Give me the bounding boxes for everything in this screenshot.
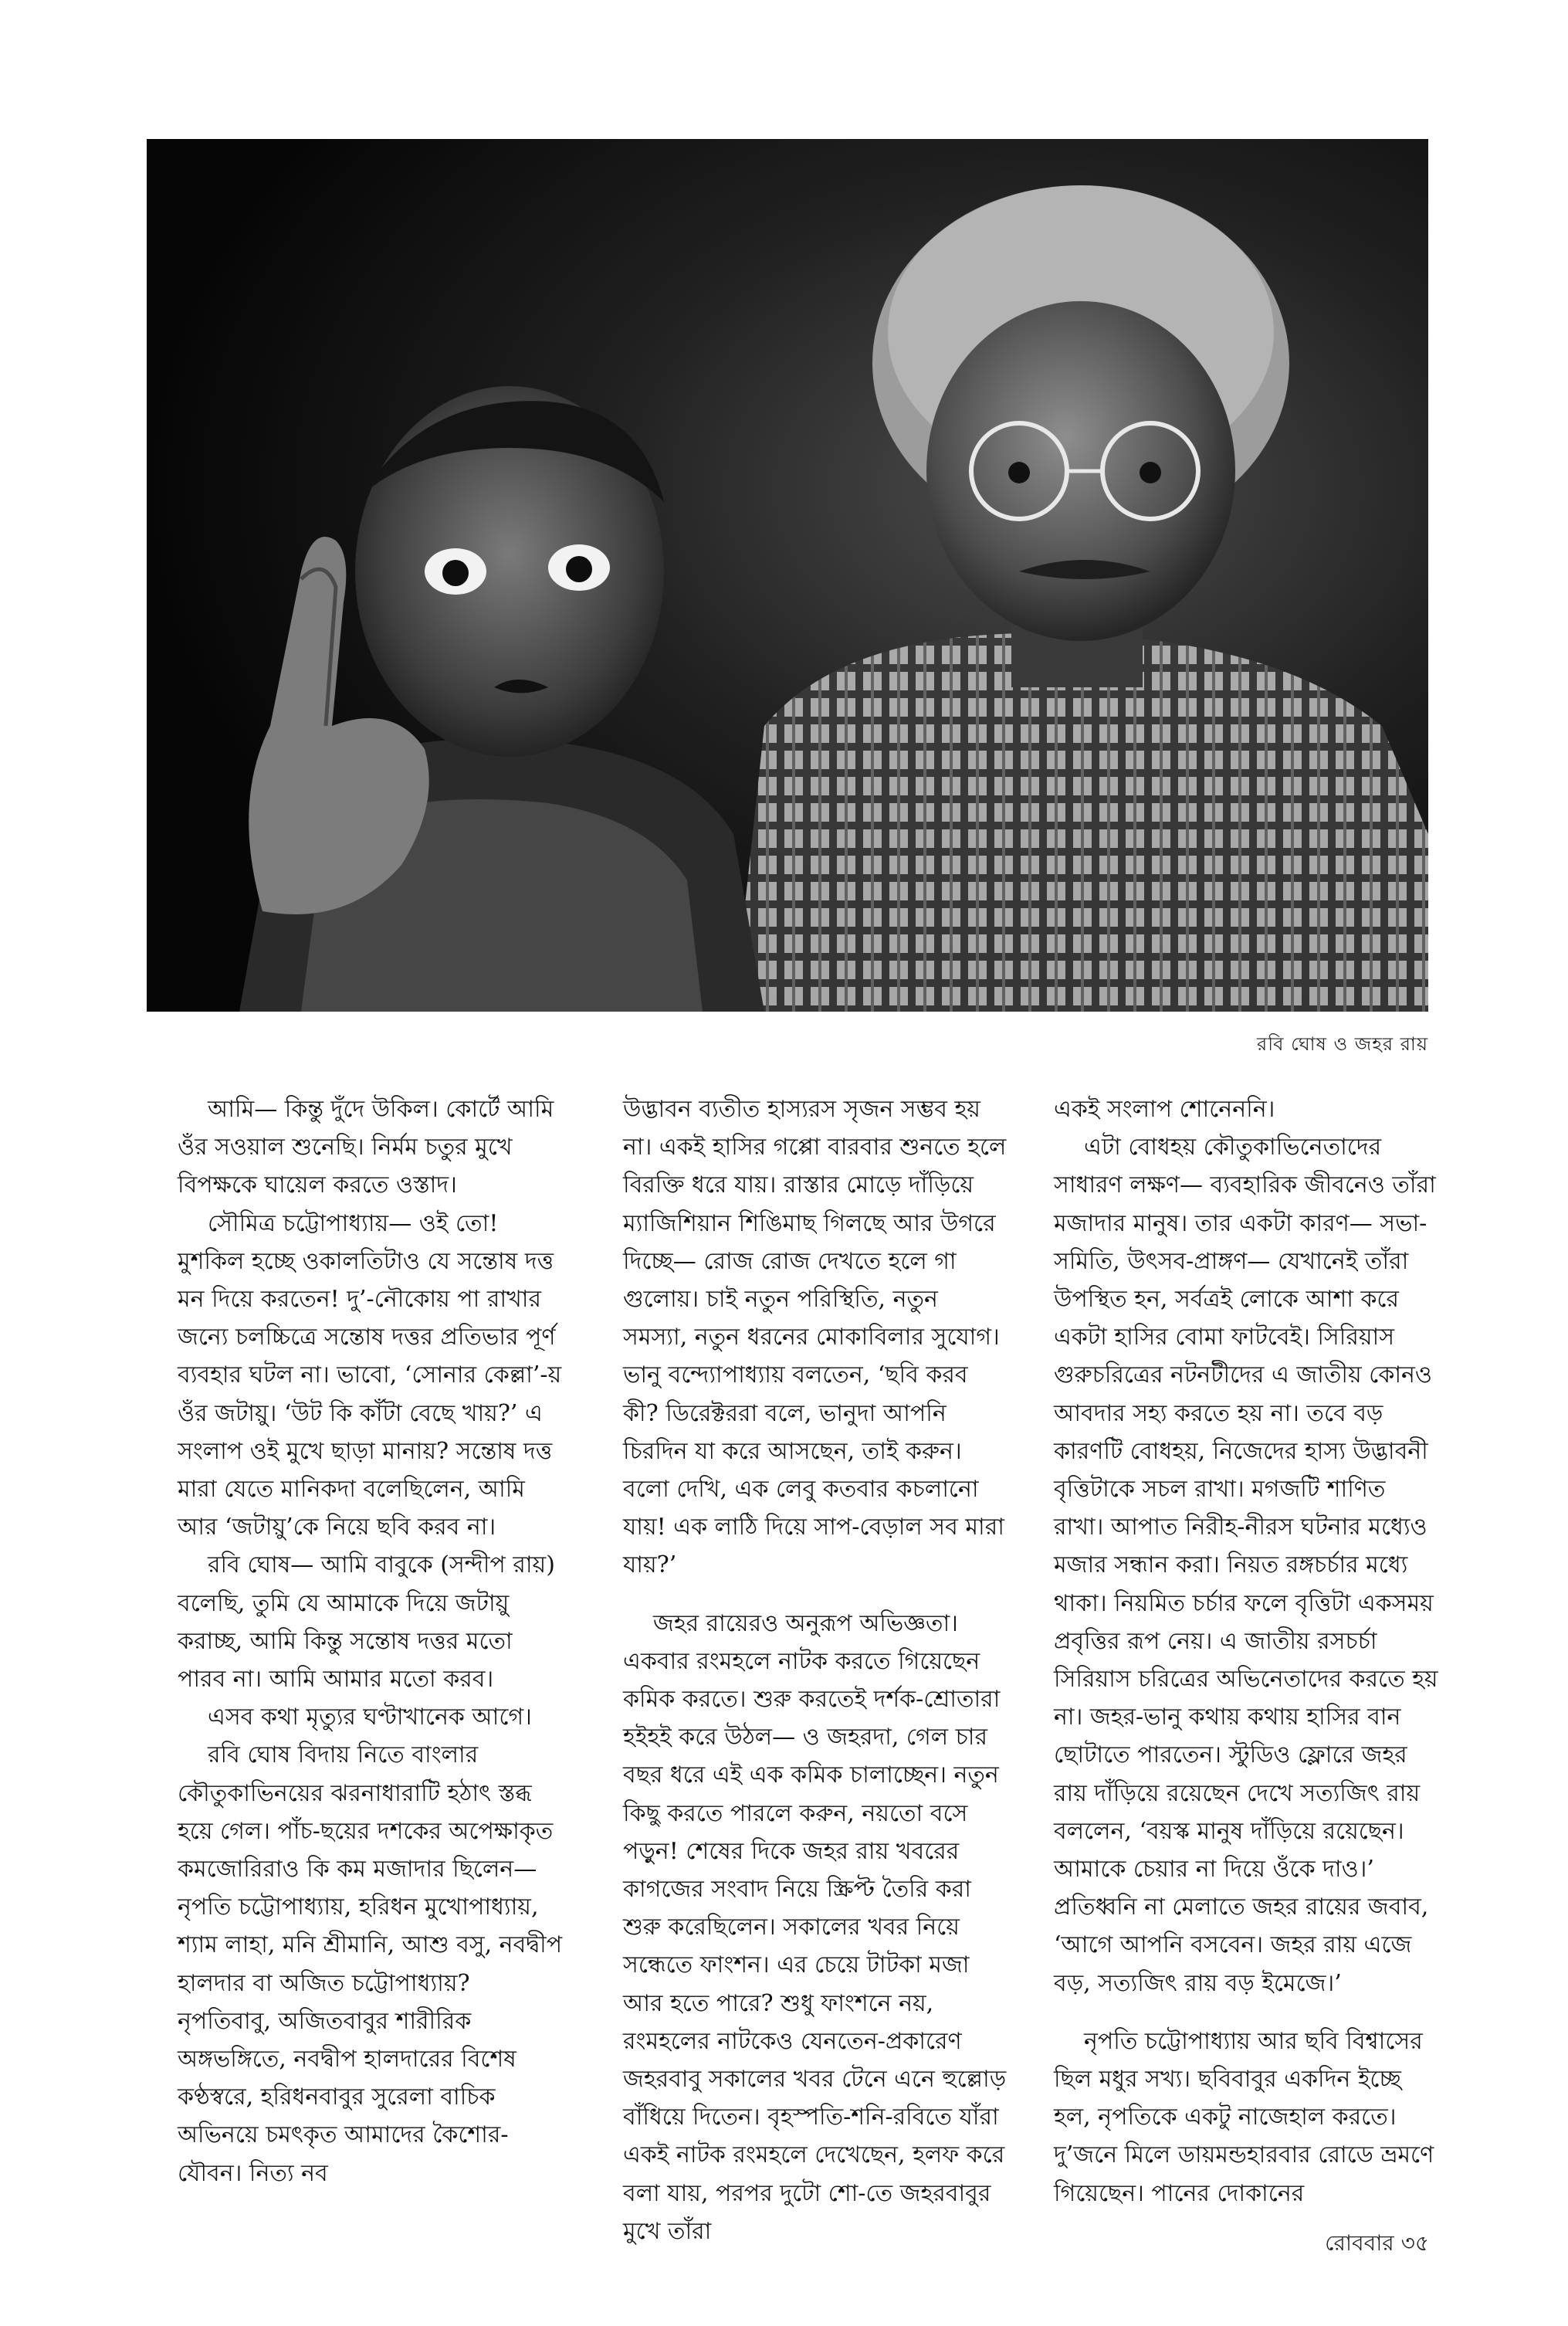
article-column-1 <box>178 1090 564 2202</box>
article-column-2 <box>623 1090 1009 2245</box>
film-still-illustration <box>147 139 1428 1012</box>
paragraph: জহর রায়েরও অনুরূপ অভিজ্ঞতা। একবার রংমহলে নাটক করতে গিয়েছেন কমিক করতে। শুরু করতেই দর্শক-শ্রোতারা হইহই করে উঠল— ও জহরদা, গেল চার বছর ধরে এই এক কমিক চালাচ্ছেন। নতুন কিছু করতে পারলে করুন, নয়তো বসে পড়ুন! শেষের দিকে জহর রায় খবরের কাগজের সংবাদ নিয়ে স্ক্রিপ্ট তৈরি করা শুরু করেছিলেন। সকালের খবর নিয়ে সন্ধেতে ফাংশন। এর চেয়ে টাটকা মজা আর হতে পারে? শুধু ফাংশনে নয়, রংমহলের নাটকেও যেনতেন-প্রকারেণ জহরবাবু সকালের খবর টেনে এনে হুল্লোড় বাঁধিয়ে দিতেন। বৃহস্পতি-শনি-রবিতে যাঁরা একই নাটক রংমহলে দেখেছেন, হলফ করে বলা যায়, পরপর দুটো শো-তে জহরবাবুর মুখে তাঁরা <box>623 1609 1007 2245</box>
photo-caption: রবি ঘোষ ও জহর রায় <box>1257 1033 1428 1055</box>
paragraph: একই সংলাপ শোনেননি। <box>1054 1096 1275 1123</box>
paragraph: নৃপতি চট্টোপাধ্যায় আর ছবি বিশ্বাসের ছিল মধুর সখ্য। ছবিবাবুর একদিন ইচ্ছে হল, নৃপতিকে একটু নাজেহাল করতে। দু’জনে মিলে ডায়মন্ডহারবার রোডে ভ্রমণে গিয়েছেন। পানের দোকানের <box>1054 2027 1434 2207</box>
paragraph: এটা বোধহয় কৌতুকাভিনেতাদের সাধারণ লক্ষণ— ব্যবহারিক জীবনেও তাঁরা মজাদার মানুষ। তার একটা কারণ— সভা-সমিতি, উৎসব-প্রাঙ্গণ— যেখানেই তাঁরা উপস্থিত হন, সর্বত্রই লোকে আশা করে একটা হাসির বোমা ফাটবেই। সিরিয়াস গুরুচরিত্রের নটনটীদের এ জাতীয় কোনও আবদার সহ্য করতে হয় না। তবে বড় কারণটি বোধহয়, নিজেদের হাস্য উদ্ভাবনী বৃত্তিটাকে সচল রাখা। মগজটি শাণিত রাখা। আপাত নিরীহ-নীরস ঘটনার মধ্যেও মজার সন্ধান করা। নিয়ত রঙ্গচর্চার মধ্যে থাকা। নিয়মিত চর্চার ফলে বৃত্তিটা একসময় প্রবৃত্তির রূপ নেয়। এ জাতীয় রসচর্চা সিরিয়াস চরিত্রের অভিনেতাদের করতে হয় না। জহর-ভানু কথায় কথায় হাসির বান ছোটাতে পারতেন। স্টুডিও ফ্লোরে জহর রায় দাঁড়িয়ে রয়েছেন দেখে সত্যজিৎ রায় বললেন, ‘বয়স্ক মানুষ দাঁড়িয়ে রয়েছেন। আমাকে চেয়ার না দিয়ে ওঁকে দাও।’ প্রতিধ্বনি না মেলাতে জহর রায়ের জবাব, ‘আগে আপনি বসবেন। জহর রায় এজে বড়, সত্যজিৎ রায় বড় ইমেজে।’ <box>1054 1134 1438 1997</box>
paragraph: আমি— কিন্তু দুঁদে উকিল। কোর্টে আমি ওঁর সওয়াল শুনেছি। নির্মম চতুর মুখে বিপক্ষকে ঘায়েল করতে ওস্তাদ। <box>178 1096 554 1199</box>
paragraph: রবি ঘোষ বিদায় নিতে বাংলার কৌতুকাভিনয়ের ঝরনাধারাটি হঠাৎ স্তব্ধ হয়ে গেল। পাঁচ-ছয়ের দশকের অপেক্ষাকৃত কমজোরিরাও কি কম মজাদার ছিলেন— নৃপতি চট্টোপাধ্যায়, হরিধন মুখোপাধ্যায়, শ্যাম লাহা, মনি শ্রীমানি, আশু বসু, নবদ্বীপ হালদার বা অজিত চট্টোপাধ্যায়? নৃপতিবাবু, অজিতবাবুর শারীরিক অঙ্গভঙ্গিতে, নবদ্বীপ হালদারের বিশেষ কণ্ঠস্বরে, হরিধনবাবুর সুরেলা বাচিক অভিনয়ে চমৎকৃত আমাদের কৈশোর-যৌবন। নিত্য নব <box>178 1741 563 2187</box>
paragraph: উদ্ভাবন ব্যতীত হাস্যরস সৃজন সম্ভব হয় না। একই হাসির গপ্পো বারবার শুনতে হলে বিরক্তি ধরে যায়। রাস্তার মোড়ে দাঁড়িয়ে ম্যাজিশিয়ান শিঙিমাছ গিলছে আর উগরে দিচ্ছে— রোজ রোজ দেখতে হলে গা গুলোয়। চাই নতুন পরিস্থিতি, নতুন সমস্যা, নতুন ধরনের মোকাবিলার সুযোগ। ভানু বন্দ্যোপাধ্যায় বলতেন, ‘ছবি করব কী? ডিরেক্টররা বলে, ভানুদা আপনি চিরদিন যা করে আসছেন, তাই করুন। বলো দেখি, এক লেবু কতবার কচলানো যায়! এক লাঠি দিয়ে সাপ-বেড়াল সব মারা যায়?’ <box>623 1096 1007 1579</box>
paragraph: রবি ঘোষ— আমি বাবুকে (সন্দীপ রায়) বলেছি, তুমি যে আমাকে দিয়ে জটায়ু করাচ্ছ, আমি কিন্তু সন্তোষ দত্তর মতো পারব না। আমি আমার মতো করব। <box>178 1551 555 1694</box>
paragraph: সৌমিত্র চট্টোপাধ্যায়— ওই তো! মুশকিল হচ্ছে ওকালতিটাও যে সন্তোষ দত্ত মন দিয়ে করতেন! দু’-নৌকোয় পা রাখার জন্যে চলচ্চিত্রে সন্তোষ দত্তর প্রতিভার পূর্ণ ব্যবহার ঘটল না। ভাবো, ‘সোনার কেল্লা’-য় ওঁর জটায়ু। ‘উট কি কাঁটা বেছে খায়?’ এ সংলাপ ওই মুখে ছাড়া মানায়? সন্তোষ দত্ত মারা যেতে মানিকদা বলেছিলেন, আমি আর ‘জটায়ু’কে নিয়ে ছবি করব না। <box>178 1209 562 1541</box>
page-folio: রোববার ৩৫ <box>1325 2230 1429 2256</box>
film-still-photo <box>147 139 1428 1012</box>
article-column-3 <box>1054 1090 1440 2207</box>
paragraph: এসব কথা মৃত্যুর ঘণ্টাখানেক আগে। <box>208 1704 532 1731</box>
